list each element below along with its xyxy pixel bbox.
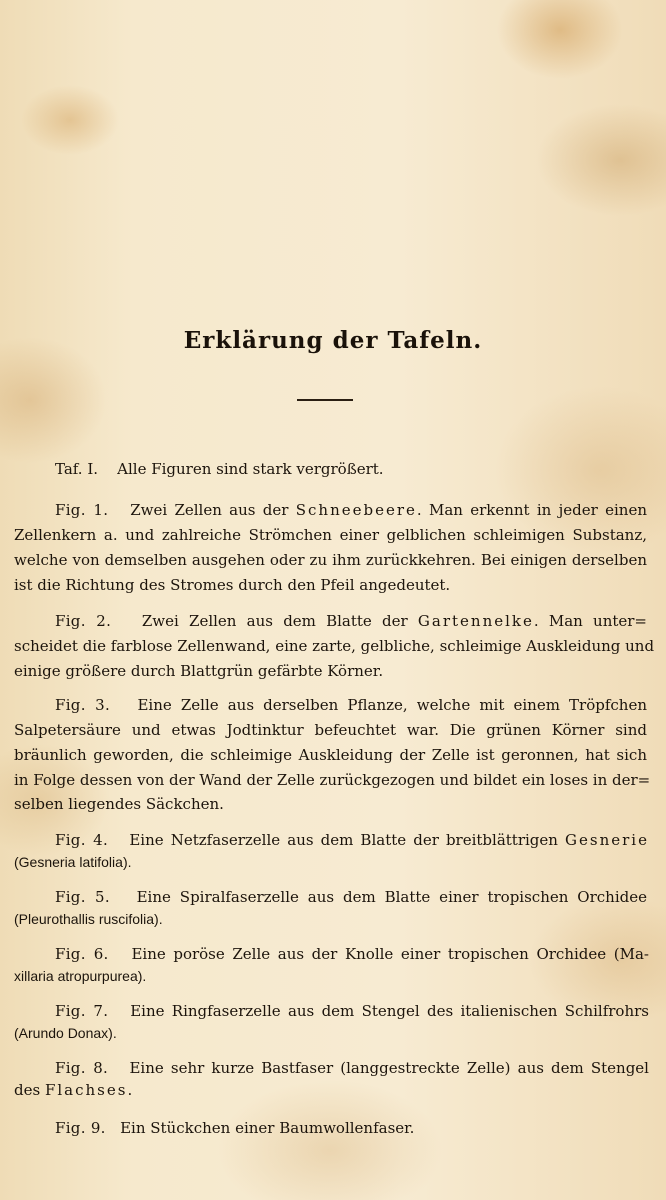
fig3-line-4: in Folge dessen von der Wand der Zelle zurückgezogen und bildet ein loses in der=	[14, 771, 651, 789]
plate-label: Taf. I.	[55, 460, 99, 478]
fig3-line-1: Fig. 3. Eine Zelle aus derselben Pflanze, welche mit einem Tröpfchen	[55, 696, 647, 714]
plate-line	[55, 459, 384, 479]
fig1-line-2: Zellenkern a. und zahlreiche Strömchen einer gelblichen schleimigen Substanz,	[14, 526, 647, 544]
fig3-line-2: Salpetersäure und etwas Jodtinktur befeuchtet war. Die grünen Körner sind	[14, 721, 647, 739]
title-divider	[297, 399, 353, 401]
fig4-label: Fig. 4.	[55, 831, 109, 849]
fig7-line-2: (Arundo Donax).	[14, 1025, 117, 1041]
page-title: Erklärung der Tafeln.	[183, 327, 483, 354]
fig6-label: Fig. 6.	[55, 945, 109, 963]
fig6-line-1: Fig. 6. Eine poröse Zelle aus der Knolle einer tropischen Orchidee (Ma-	[55, 945, 649, 963]
fig2-plant-name: Gartennelke	[417, 612, 534, 630]
fig2-label: Fig. 2.	[55, 612, 112, 630]
fig5-line-2: (Pleurothallis ruscifolia).	[14, 911, 163, 927]
fig7-label: Fig. 7.	[55, 1002, 109, 1020]
fig1-line-3: welche von demselben ausgehen oder zu ihm zurückkehren. Bei einigen derselben	[14, 551, 647, 569]
fig1-line-4: ist die Richtung des Stromes durch den Pfeil angedeutet.	[14, 576, 451, 594]
fig1-plant-name: Schneebeere	[295, 501, 417, 519]
fig8-plant-name: Flachses	[44, 1081, 128, 1099]
fig9-label: Fig. 9.	[55, 1119, 106, 1137]
fig2-line-2: scheidet die farblose Zellenwand, eine zarte, gelbliche, schleimige Auskleidung und	[14, 637, 655, 655]
fig4-line-2: (Gesneria latifolia).	[14, 854, 132, 870]
fig4-plant-name: Gesnerie	[565, 831, 649, 849]
fig3-line-3: bräunlich geworden, die schleimige Auskleidung der Zelle ist geronnen, hat sich	[14, 746, 647, 764]
fig2-line-3: einige größere durch Blattgrün gefärbte Körner.	[14, 662, 384, 680]
fig3-label: Fig. 3.	[55, 696, 111, 714]
fig5-line-1: Fig. 5. Eine Spiralfaserzelle aus dem Blatte einer tropischen Orchidee	[55, 888, 647, 906]
fig9-line-1: Fig. 9. Ein Stückchen einer Baumwollenfaser.	[55, 1119, 415, 1137]
fig3-line-5: selben liegendes Säckchen.	[14, 795, 224, 813]
fig1-line-1: Fig. 1. Zwei Zellen aus der Schneebeere. Man erkennt in jeder einen	[55, 501, 647, 519]
fig5-label: Fig. 5.	[55, 888, 110, 906]
fig4-line-1: Fig. 4. Eine Netzfaserzelle aus dem Blatte der breitblättrigen Gesnerie	[55, 831, 649, 849]
fig7-line-1: Fig. 7. Eine Ringfaserzelle aus dem Stengel des italienischen Schilfrohrs	[55, 1002, 649, 1020]
fig6-line-2: xillaria atropurpurea).	[14, 968, 147, 984]
fig2-line-1: Fig. 2. Zwei Zellen aus dem Blatte der Gartennelke. Man unter=	[55, 612, 648, 630]
fig8-label: Fig. 8.	[55, 1059, 109, 1077]
fig1-label: Fig. 1.	[55, 501, 109, 519]
plate-description: Alle Figuren sind stark vergrößert.	[117, 460, 384, 478]
fig8-line-2: des Flachses.	[14, 1081, 133, 1099]
fig8-line-1: Fig. 8. Eine sehr kurze Bastfaser (langgestreckte Zelle) aus dem Stengel	[55, 1059, 649, 1077]
